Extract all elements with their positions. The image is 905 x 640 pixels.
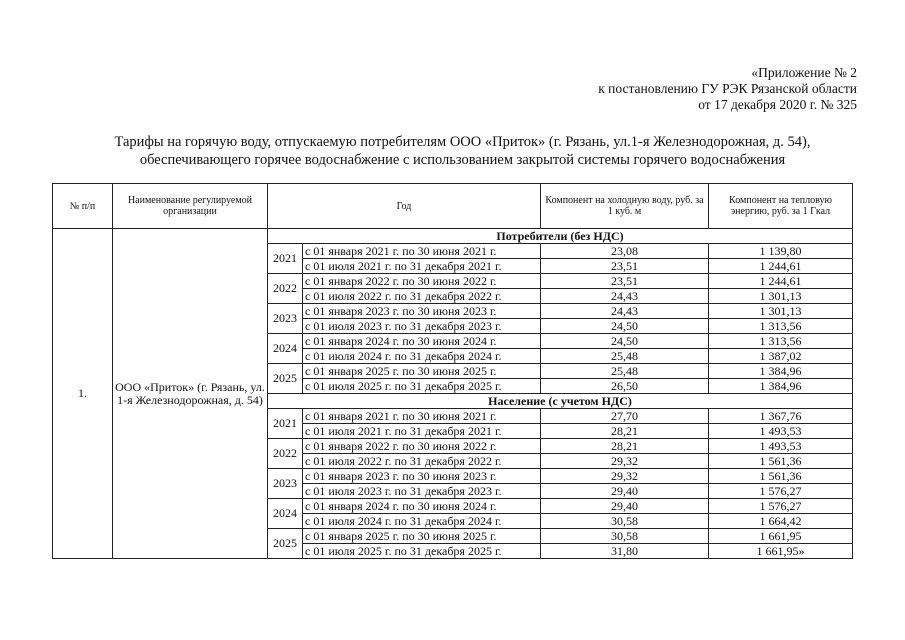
header-org: Наименование регулируемой организации — [113, 184, 268, 229]
heat-energy-cell: 1 493,53 — [709, 424, 853, 439]
header-year: Год — [268, 184, 541, 229]
group-row — [53, 229, 853, 244]
organization-name: ООО «Приток» (г. Рязань, ул. 1-я Железнодорожная, д. 54) — [113, 229, 268, 559]
heat-energy-cell: 1 301,13 — [709, 304, 853, 319]
heat-energy-cell: 1 561,36 — [709, 454, 853, 469]
heat-energy-cell: 1 139,80 — [709, 244, 853, 259]
year-cell: 2025 — [268, 529, 303, 559]
cold-water-cell: 24,43 — [541, 304, 709, 319]
period-cell: с 01 июля 2024 г. по 31 декабря 2024 г. — [303, 349, 541, 364]
cold-water-cell: 25,48 — [541, 349, 709, 364]
cold-water-cell: 28,21 — [541, 439, 709, 454]
cold-water-cell: 27,70 — [541, 409, 709, 424]
appendix-line-2: к постановлению ГУ РЭК Рязанской области — [598, 81, 857, 96]
header-cold: Компонент на холодную воду, руб. за 1 куб. м — [541, 184, 709, 229]
period-cell: с 01 января 2022 г. по 30 июня 2022 г. — [303, 274, 541, 289]
cold-water-cell: 28,21 — [541, 424, 709, 439]
period-cell: с 01 января 2021 г. по 30 июня 2021 г. — [303, 244, 541, 259]
table-header-row — [53, 184, 853, 229]
period-cell: с 01 июля 2023 г. по 31 декабря 2023 г. — [303, 484, 541, 499]
period-cell: с 01 января 2023 г. по 30 июня 2023 г. — [303, 469, 541, 484]
period-cell: с 01 января 2024 г. по 30 июня 2024 г. — [303, 499, 541, 514]
header-heat: Компонент на тепловую энергию, руб. за 1 Гкал — [709, 184, 853, 229]
title-line-1: Тарифы на горячую воду, отпускаемую потребителям ООО «Приток» (г. Рязань, ул.1-я Железнодорожная, д. 54), — [114, 134, 811, 150]
title-line-2: обеспечивающего горячее водоснабжение с использованием закрытой системы горячего водоснабжения — [139, 152, 786, 168]
heat-energy-cell: 1 313,56 — [709, 334, 853, 349]
year-cell: 2022 — [268, 439, 303, 469]
period-cell: с 01 июля 2023 г. по 31 декабря 2023 г. — [303, 319, 541, 334]
cold-water-cell: 24,43 — [541, 289, 709, 304]
period-cell: с 01 января 2024 г. по 30 июня 2024 г. — [303, 334, 541, 349]
period-cell: с 01 января 2025 г. по 30 июня 2025 г. — [303, 364, 541, 379]
cold-water-cell: 29,40 — [541, 499, 709, 514]
heat-energy-cell: 1 664,42 — [709, 514, 853, 529]
cold-water-cell: 23,51 — [541, 274, 709, 289]
period-cell: с 01 января 2023 г. по 30 июня 2023 г. — [303, 304, 541, 319]
period-cell: с 01 июля 2021 г. по 31 декабря 2021 г. — [303, 259, 541, 274]
group-label: Население (с учетом НДС) — [268, 394, 853, 409]
appendix-line-1: «Приложение № 2 — [751, 65, 857, 80]
cold-water-cell: 23,51 — [541, 259, 709, 274]
heat-energy-cell: 1 661,95 — [709, 529, 853, 544]
heat-energy-cell: 1 367,76 — [709, 409, 853, 424]
year-cell: 2023 — [268, 469, 303, 499]
year-cell: 2024 — [268, 334, 303, 364]
heat-energy-cell: 1 384,96 — [709, 364, 853, 379]
period-cell: с 01 июля 2025 г. по 31 декабря 2025 г. — [303, 544, 541, 559]
heat-energy-cell: 1 244,61 — [709, 259, 853, 274]
heat-energy-cell: 1 384,96 — [709, 379, 853, 394]
appendix-header — [598, 65, 857, 113]
year-cell: 2024 — [268, 499, 303, 529]
period-cell: с 01 января 2025 г. по 30 июня 2025 г. — [303, 529, 541, 544]
year-cell: 2021 — [268, 244, 303, 274]
document-title — [60, 133, 865, 169]
heat-energy-cell: 1 313,56 — [709, 319, 853, 334]
period-cell: с 01 июля 2025 г. по 31 декабря 2025 г. — [303, 379, 541, 394]
cold-water-cell: 24,50 — [541, 334, 709, 349]
period-cell: с 01 января 2022 г. по 30 июня 2022 г. — [303, 439, 541, 454]
group-label: Потребители (без НДС) — [268, 229, 853, 244]
heat-energy-cell: 1 561,36 — [709, 469, 853, 484]
period-cell: с 01 июля 2021 г. по 31 декабря 2021 г. — [303, 424, 541, 439]
period-cell: с 01 июля 2022 г. по 31 декабря 2022 г. — [303, 454, 541, 469]
cold-water-cell: 24,50 — [541, 319, 709, 334]
cold-water-cell: 25,48 — [541, 364, 709, 379]
heat-energy-cell: 1 301,13 — [709, 289, 853, 304]
header-num: № п/п — [53, 184, 113, 229]
heat-energy-cell: 1 576,27 — [709, 484, 853, 499]
heat-energy-cell: 1 661,95» — [709, 544, 853, 559]
cold-water-cell: 30,58 — [541, 529, 709, 544]
year-cell: 2021 — [268, 409, 303, 439]
cold-water-cell: 26,50 — [541, 379, 709, 394]
heat-energy-cell: 1 387,02 — [709, 349, 853, 364]
heat-energy-cell: 1 493,53 — [709, 439, 853, 454]
cold-water-cell: 29,32 — [541, 454, 709, 469]
cold-water-cell: 30,58 — [541, 514, 709, 529]
year-cell: 2023 — [268, 304, 303, 334]
cold-water-cell: 23,08 — [541, 244, 709, 259]
heat-energy-cell: 1 244,61 — [709, 274, 853, 289]
appendix-line-3: от 17 декабря 2020 г. № 325 — [698, 97, 857, 112]
tariff-table — [52, 183, 853, 559]
year-cell: 2025 — [268, 364, 303, 394]
period-cell: с 01 января 2021 г. по 30 июня 2021 г. — [303, 409, 541, 424]
cold-water-cell: 29,32 — [541, 469, 709, 484]
period-cell: с 01 июля 2024 г. по 31 декабря 2024 г. — [303, 514, 541, 529]
cold-water-cell: 31,80 — [541, 544, 709, 559]
cold-water-cell: 29,40 — [541, 484, 709, 499]
year-cell: 2022 — [268, 274, 303, 304]
period-cell: с 01 июля 2022 г. по 31 декабря 2022 г. — [303, 289, 541, 304]
row-number: 1. — [53, 229, 113, 559]
heat-energy-cell: 1 576,27 — [709, 499, 853, 514]
